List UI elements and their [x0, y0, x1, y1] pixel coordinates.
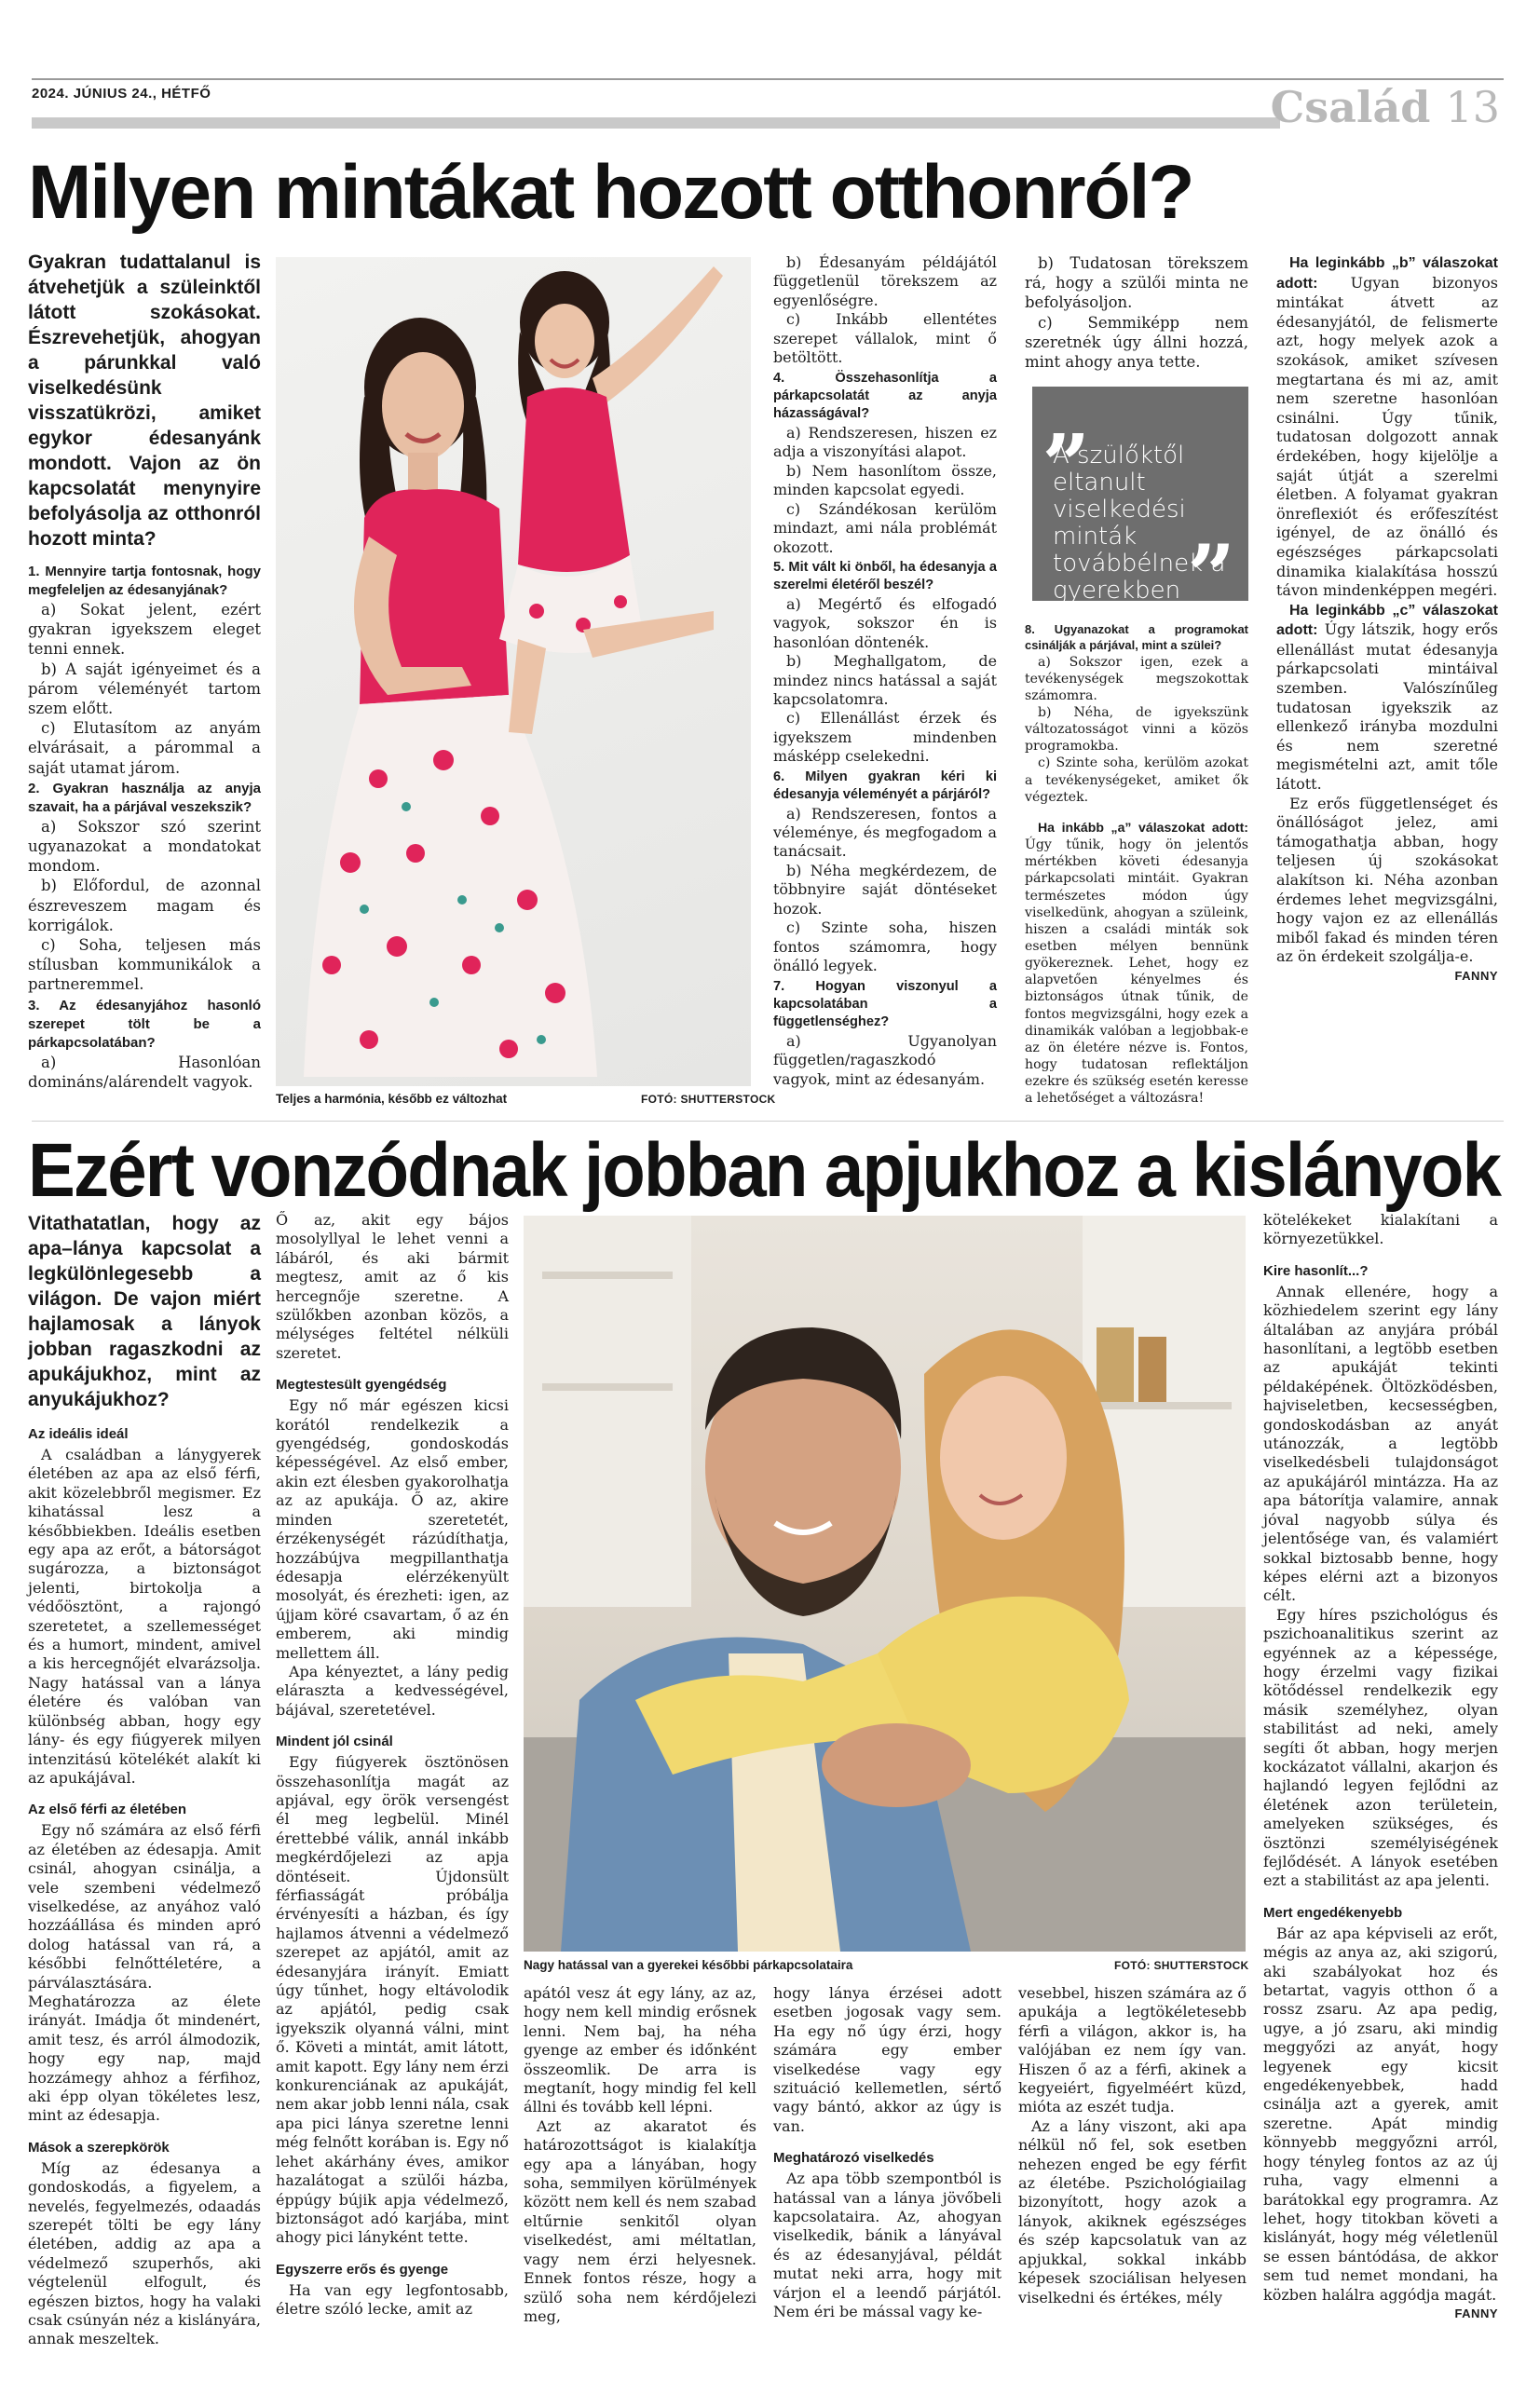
- answer: b) Nem hasonlítom össze, minden kapcsolat egyedi.: [773, 461, 997, 499]
- paragraph: Annak ellenére, hogy a közhiedelem szerint egy lány általában az anyjára próbál hasonlítani, a legtöbb esetben az apukáját tekinti példaképének. Öltözködésben, hajviseletben, kecsességben, gondoskodásban az anyát utánozzák, a legtöbb viselkedésbeli tulajdonságot az apukájáról mintázza. Ha az apa bátorítja valamire, annak jóval nagyobb súlya és jelentősége van, és valamiért sokkal biztosabb benne, hogy képes elérni azt a bizonyos célt.: [1263, 1282, 1498, 1605]
- father-daughter-illustration: [524, 1216, 1246, 1952]
- result-b-text: Ugyan bizonyos mintákat átvett az édesanyjától, de felismerte azt, hogy melyek azok a szokások, amiket szívesen megtartana és mi az, amit nem szeretne hasonlóan csinálni. Úgy tűnik, tudatosan dolgozott annak érdekében, hogy kijelölje a saját útját a szerelmi életben. A folyamat gyakran önreflexiót és erőfeszítést igényel, de az önálló és egészséges párkapcsolati dinamika kialakítása hosszú távon mindenképpen megéri.: [1276, 273, 1498, 600]
- paragraph: hogy lánya érzései adott esetben jogosak vagy sem. Ha egy nő úgy érzi, hogy számára egy ember viselkedése vagy egy szituáció kellemetlen, sértő vagy bántó, akkor az úgy is van.: [773, 1984, 1001, 2135]
- father-daughter-photo: [524, 1216, 1246, 1952]
- article2-col5: [1018, 1984, 1247, 2307]
- result-a-text: Úgy tűnik, hogy ön jelentős mértékben követi édesanyja párkapcsolati mintáit. Gyakran természetes módon úgy viselkedünk, ahogyan a szüleink, hiszen a családi minták sok esetben mélyen bennünk gyökereznek. Lehet, hogy ez alapvetően kényelmes és biztonságos útnak tűnik, de fontos megvizsgálni, hogy ezek a dinamikák valóban a legjobbak-e az ön életére nézve is. Fontos, hogy tudatosan reflektáljon ezekre és szükség esetén keresse a lehetőséget a változásra!: [1025, 837, 1248, 1107]
- article2-col4: [773, 1984, 1001, 2322]
- pull-quote-text: A szülőktől eltanult viselkedési minták továbbélnek a gyerekben: [1053, 442, 1226, 605]
- result-c-text: Úgy látszik, hogy erős ellenállást mutat édesanyja párkapcsolati mintáival szemben. Valószínűleg tudatosan igyekszik az ellenkező irányba mozdulni és nem szeretné megismételni azt, amit tőle látott.: [1276, 620, 1498, 794]
- article1-col4: [1025, 253, 1248, 372]
- answer: c) Soha, teljesen más stílusban kommunikálok a partneremmel.: [28, 936, 261, 994]
- article1-signature: FANNY: [1454, 968, 1498, 983]
- paragraph: Egy fiúgyerek ösztönösen összehasonlítja magát az apjával, egy örök versengést él meg legbelül. Minél érettebbé válik, annál inkább megkérdőjelezi az apja döntéseit. Újdonsült férfiasságát próbálja érvényesíti a házban, és így hajlamos átvenni a védelmező szerepet az apjától, amit az édesanyjára irányít. Emiatt úgy tűnhet, hogy eltávolodik az apjától, pedig csak igyekszik olyanná válni, mint ő. Követi a mintát, amit látott, amit kapott. Egy lány nem érzi konkurenciának az apukáját, nem akar jobb lenni nála, csak apa pici lánya szeretne lenni még felnőtt korában is. Egy nő lehet akárhány éves, amikor hazalátogat a szülői házba, éppúgy bújik apja védelmező, biztonságot adó karjába, mint ahogy pici lányként tette.: [276, 1753, 509, 2247]
- subhead-roles: Mások a szerepkörök: [28, 2139, 170, 2156]
- subhead-more-lenient: Mert engedékenyebb: [1263, 1904, 1403, 1921]
- open-quote-icon: „: [1043, 368, 1092, 467]
- paragraph: Míg az édesanya a gondoskodás, a figyelem, a nevelés, fegyelmezés, odaadás szerepét tölti be egy lány életében, addig az apa a védelmező szuperhős, aki végtelenül elfogult, és egészen biztos, hogy ha valaki csak csúnyán néz a kislányára, annak meszeltek.: [28, 2158, 261, 2348]
- article2-caption: Nagy hatással van a gyerekei későbbi párkapcsolataira: [524, 1958, 853, 1972]
- article2-lead: Vitathatatlan, hogy az apa–lánya kapcsolat a legkülönlegesebb a világon. De vajon miért hajlamosak a lányok jobban ragaszkodni az apukájukhoz, mint az anyukájukhoz?: [28, 1213, 261, 1410]
- page-number: 13: [1445, 82, 1500, 132]
- header-bar: [32, 117, 1280, 129]
- article2-col1: [28, 1211, 261, 2349]
- answer: a) Sokat jelent, ezért gyakran igyekszem eleget tenni ennek.: [28, 601, 261, 659]
- paragraph: Az a lány viszont, aki apa nélkül nő fel, sok esetben nehezen enged be egy férfit az életébe. Pszichológiailag bizonyított, hogy azok a lányok, akiknek egészséges és szép kapcsolatuk van az apjukkal, sokkal inkább képesek szociálisan helyesen viselkedni és értékes, mély: [1018, 2116, 1247, 2306]
- answer: b) Előfordul, de azonnal észreveszem magam és korrigálok.: [28, 877, 261, 934]
- answer: c) Szinte soha, hiszen fontos számomra, hogy önálló legyek.: [773, 918, 997, 975]
- pull-quote: [1032, 368, 1248, 625]
- answer: b) Néha megkérdezem, de többnyire saját döntéseket hozok.: [773, 861, 997, 918]
- mother-daughter-illustration: [276, 257, 751, 1086]
- article1-col4-lower: [1025, 619, 1248, 1108]
- answer: a) Megértő és elfogadó vagyok, sokszor én is hasonlóan döntenék.: [773, 594, 997, 651]
- paragraph: Azt az akaratot és határozottságot is kialakítja egy apa a lányában, hogy soha, semmilyen körülmények között nem kell és nem szabad eltűrnie senkitől olyan viselkedést, ami méltatlan, vagy nem érzi helyesnek. Ennek fontos része, hogy a szülő soha nem kérdőjelezi meg,: [524, 2116, 756, 2325]
- answer: c) Semmiképp nem szeretnék úgy állni hozzá, mint ahogy anya tette.: [1025, 313, 1248, 372]
- answer: c) Elutasítom az anyám elvárásait, a párommal a saját utamat járom.: [28, 719, 261, 777]
- result-c-lead: Ha leginkább „c” válaszokat adott:: [1276, 602, 1498, 639]
- subhead-does-right: Mindent jól csinál: [276, 1734, 393, 1750]
- paragraph: Bár az apa képviseli az erőt, mégis az anya az, aki szigorú, aki szabályokat hoz és betartat, vagyis otthon ő a rossz zsaru. Az apa pedig, ugye, a jó zsaru, aki mindig meggyőzi az anyát, hogy legyenek egy kicsit engedékenyebbek, hadd csinálja azt a gyerek, amit szeretne. Apát mindig könnyebb meggyőzni arról, hogy tényleg fontos az az új ruha, vagy elmenni a barátokkal egy programra. Az lehet, hogy titokban követi a kislányát, hogy még véletlenül se essen bántódása, de akkor sem tud nemet mondani, ha közben halálra aggódja magát.: [1263, 1924, 1498, 2304]
- answer: a) Ugyanolyan független/ragaszkodó vagyok, mint az édesanyám.: [773, 1031, 997, 1088]
- subhead-defining-behavior: Meghatározó viselkedés: [773, 2150, 934, 2167]
- answer: b) Néha, de igyekszünk változatosságot vinni a közös programokba.: [1025, 704, 1248, 755]
- paragraph: Ő az, akit egy bájos mosolyllyal le lehet venni a lábáról, és aki bármit megtesz, amit az ő kis hercegnője szeretne. A szülőkben azonban közös, a mélységes feltétel nélküli szeretet.: [276, 1211, 509, 1362]
- answer: b) Édesanyám példájától függetlenül törekszem az egyenlőségre.: [773, 253, 997, 309]
- subhead-tenderness: Megtestesült gyengédség: [276, 1377, 447, 1394]
- article-separator: [32, 1121, 1504, 1122]
- article2-col6: [1263, 1211, 1498, 2320]
- result-c: [1276, 601, 1498, 795]
- answer: a) Hasonlóan domináns/alárendelt vagyok.: [28, 1053, 261, 1091]
- paragraph: A családban a lánygyerek életében az apa az első férfi, akit közelebbről megismer. Ez kihatással lesz a későbbiekben. Ideális esetben egy apa az erőt, a bátorságot sugározza, a biztonságot jelenti, birtokolja a védőösztönt, a rajongó szeretetet, a szellemességet és a humort, mindent, amivel a kis hercegnőjét elvarázsolja. Nagy hatással van a lánya életére és valóban van különbség abban, hogy egy lány- és egy fiúgyerek milyen intenzitású kötelékét alakít ki az apukájával.: [28, 1446, 261, 1787]
- article2-title: Ezért vonzódnak jobban apjukhoz a kislányok: [28, 1128, 1501, 1213]
- result-a: [1025, 819, 1248, 1108]
- answer: c) Szándékosan kerülöm mindazt, ami nála problémát okozott.: [773, 499, 997, 556]
- article1-photo-credit: FOTÓ: SHUTTERSTOCK: [641, 1093, 776, 1106]
- subhead-first-man: Az első férfi az életében: [28, 1802, 187, 1818]
- article2-photo-credit: FOTÓ: SHUTTERSTOCK: [1114, 1959, 1249, 1972]
- article1-caption: Teljes a harmónia, később ez változhat: [276, 1092, 508, 1106]
- answer: c) Ellenállást érzek és igyekszem mindenben másképp cselekedni.: [773, 709, 997, 766]
- question-6: 6. Milyen gyakran kéri ki édesanyja véleményét a párjáról?: [773, 769, 997, 803]
- article1-title: Milyen mintákat hozott otthonról?: [28, 150, 1193, 235]
- paragraph: Apa kényeztet, a lány pedig eláraszta a kedvességével, bájával, szeretetével.: [276, 1662, 509, 1719]
- answer: a) Rendszeresen, hiszen ez adja a viszonyítási alapot.: [773, 423, 997, 461]
- paragraph: Egy híres pszichológus és pszichoanalitikus szerint az egyénnek az a képessége, hogy érzelmi vagy fizikai kötődéssel rendelkezik egy másik személyhez, olyan stabilitást ad neki, amely segíti őt abban, hogy merjen kockázatot vállalni, akarjon és hajlandó legyen fejlődni az életének azon területein, amelyeken szükséges, és ösztönzi személyiségének fejlődését. A lányok esetében ezt a stabilitást az apa jelenti.: [1263, 1605, 1498, 1890]
- section-title: [1271, 82, 1500, 132]
- question-3: 3. Az édesanyjához hasonló szerepet tölt be a párkapcsolatában?: [28, 997, 261, 1051]
- paragraph: kötelékeket kialakítani a környezetükkel.: [1263, 1211, 1498, 1248]
- question-1: 1. Mennyire tartja fontosnak, hogy megfeleljen az édesanyjának?: [28, 564, 261, 598]
- article2-signature: FANNY: [1454, 2306, 1498, 2320]
- paragraph: Az apa több szempontból is hatással van a lánya jövőbeli kapcsolataira. Az, ahogyan viselkedik, bánik a lányával és az édesanyjával, példát mutat neki arra, hogy mit várjon el a leendő párjától. Nem éri be mással vagy ke-: [773, 2170, 1001, 2321]
- answer: b) Tudatosan törekszem rá, hogy a szülői minta ne befolyásoljon.: [1025, 254, 1248, 312]
- article2-col3: [524, 1984, 756, 2326]
- answer: b) Meghallgatom, de mindez nincs hatással a saját kapcsolatomra.: [773, 652, 997, 708]
- question-7: 7. Hogyan viszonyul a kapcsolatában a függetlenséghez?: [773, 978, 997, 1030]
- answer: a) Sokszor igen, ezek a tevékenységek megszokottak számomra.: [1025, 654, 1248, 703]
- header-rule: [32, 78, 1504, 80]
- paragraph: vesebbel, hiszen számára az ő apukája a legtökéletesebb férfi a világon, akkor is, ha valójában ez nem így van. Hiszen ő az a férfi, akinek a kegyeiért, figyelméért küzd, mióta az eszét tudja.: [1018, 1984, 1247, 2116]
- section-name: Család: [1270, 82, 1431, 132]
- paragraph: Ha van egy legfontosabb, életre szóló lecke, amit az: [276, 2280, 509, 2319]
- answer: c) Inkább ellentétes szerepet vállalok, mint ő betöltött.: [773, 310, 997, 367]
- question-8: 8. Ugyanazokat a programokat csinálják a párjával, mint a szülei?: [1025, 622, 1248, 653]
- question-4: 4. Összehasonlítja a párkapcsolatát az anyja házasságával?: [773, 370, 997, 422]
- answer: a) Sokszor szó szerint ugyanazokat a mondatokat mondom.: [28, 817, 261, 876]
- close-quote-icon: ”: [1187, 526, 1235, 625]
- paragraph: Egy nő már egészen kicsi korától rendelkezik a gyengédség, gondoskodás képességével. Az első ember, akin ezt élesben gyakorolhatja az az apukája. Ő az, akire minden szeretetét, érzékenységét rázúdíthatja, hozzábújva megpillanthatja édesapja elérzékenyült mosolyát, és érezheti: igen, az újjam köré csavartam, ő az én emberem, aki mindig mellettem áll.: [276, 1396, 509, 1662]
- answer: a) Rendszeresen, fontos a véleménye, és megfogadom a tanácsait.: [773, 804, 997, 861]
- result-b-lead: Ha leginkább „b” válaszokat adott:: [1276, 255, 1498, 292]
- paragraph: Egy nő számára az első férfi az életében az édesapja. Amit csinál, ahogyan csinálja, a vele szembeni védelmező viselkedése, az anyához való hozzáállása és minden apró dolog hatással van rá, a későbbi felnőttéletére, a párválasztására. Meghatározza az élete irányát. Imádja őt mindenért, amit tesz, és arról álmodozik, hogy egy nap, majd hozzámegy ahhoz a férfihoz, aki épp olyan tökéletes lesz, mint az édesapja.: [28, 1821, 261, 2125]
- subhead-ideal: Az ideális ideál: [28, 1426, 129, 1442]
- question-5: 5. Mit vált ki önből, ha édesanyja a szerelmi életéről beszél?: [773, 559, 997, 593]
- article2-col2: [276, 1211, 509, 2320]
- article1-col3: [773, 253, 997, 1089]
- result-a-lead: Ha inkább „a” válaszokat adott:: [1038, 819, 1248, 835]
- question-2: 2. Gyakran használja az anyja szavait, ha a párjával veszekszik?: [28, 780, 261, 815]
- subhead-resembles: Kire hasonlít...?: [1263, 1262, 1369, 1279]
- paragraph: apától vesz át egy lány, az az, hogy nem kell mindig erősnek lenni. Nem baj, ha néha gyenge az ember és időnként összeomlik. De arra is megtanít, hogy mindig fel kell állni és tovább kell lépni.: [524, 1984, 756, 2116]
- article1-col1: [28, 250, 261, 1092]
- answer: c) Szinte soha, kerülöm azokat a tevékenységeket, amiket ők végeztek.: [1025, 755, 1248, 805]
- answer: b) A saját igényeimet és a párom véleményét tartom szem előtt.: [28, 660, 261, 718]
- article1-lead: Gyakran tudattalanul is átvehetjük a szüleinktől látott szokásokat. Észrevehetjük, ahogyan a párunkkal való viselkedésünk visszatükrözi, amiket egykor édesanyánk mondott. Vajon az ön kapcsolatát menynyire befolyásolja az otthonról hozott minta?: [28, 252, 261, 550]
- result-c-text-2: Ez erős függetlenséget és önállóságot jelez, ami támogathatja abban, hogy teljesen új szokásokat alakítson ki. Néha azonban érdemes lehet megvizsgálni, hogy vajon ez az ellenállás miből fakad és minden téren az ön érdekeit szolgálja-e.: [1276, 794, 1498, 966]
- result-b: [1276, 253, 1498, 601]
- issue-date: 2024. JÚNIUS 24., HÉTFŐ: [32, 86, 211, 102]
- subhead-strong-weak: Egyszerre erős és gyenge: [276, 2261, 449, 2278]
- article1-col5: [1276, 253, 1498, 983]
- mother-daughter-photo: [276, 257, 751, 1086]
